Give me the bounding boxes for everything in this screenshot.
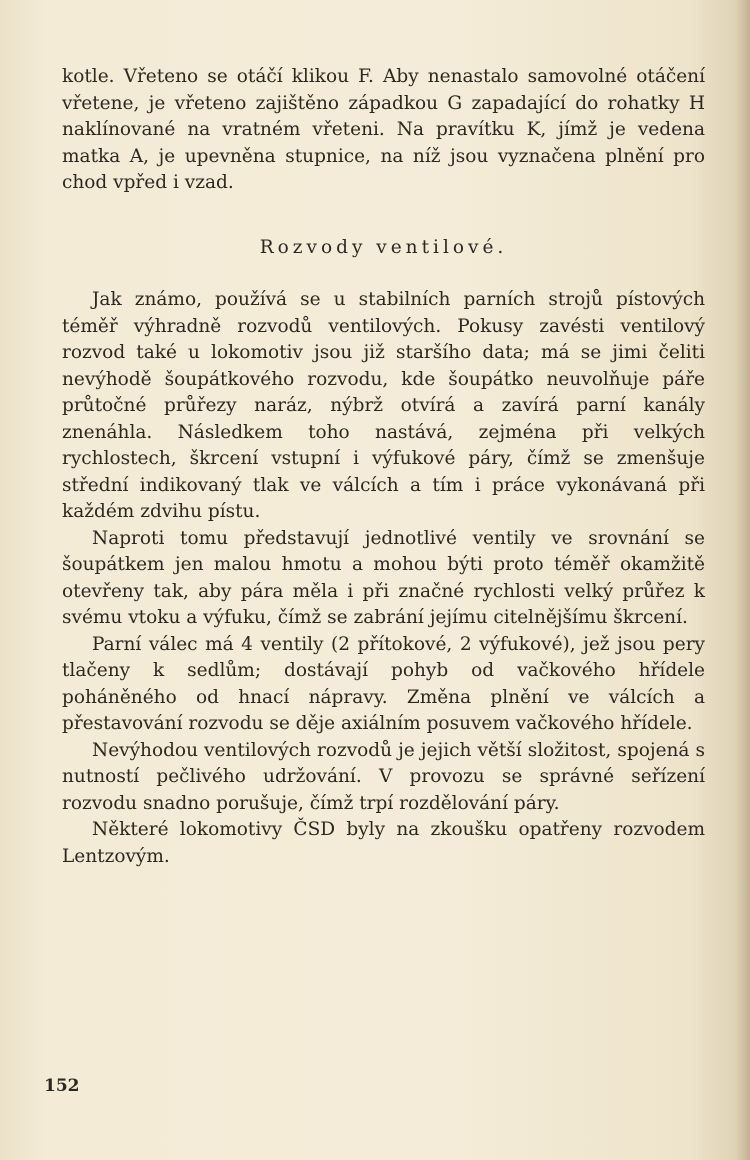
paragraph-continuation: kotle. Vřeteno se otáčí klikou F. Aby nenastalo samovolné otáčení vřetene, je vřeteno zajištěno západkou G zapadající do rohatky H naklínované na vratném vřeteni. Na pravítku K, jímž je vedena matka A, je upevněna stupnice, na níž jsou vyznačena plnění pro chod vpřed i vzad. <box>62 66 705 193</box>
paragraph: Nevýhodou ventilových rozvodů je jejich větší složitost, spojená s nutností pečlivého udržování. V provozu se správné seřízení rozvodu snadno porušuje, čímž trpí rozdělování páry. <box>62 739 705 814</box>
page-number: 152 <box>44 1076 80 1096</box>
section-heading: Rozvody ventilové. <box>259 236 508 258</box>
paragraph: Naproti tomu představují jednotlivé ventily ve srovnání se šoupátkem jen malou hmotu a mohou býti proto téměř okamžitě otevřeny tak, aby pára měla i při značné rychlosti velký průřez k svému vtoku a výfuku, čímž se zabrání jejímu citelnějšímu škrcení. <box>62 527 705 628</box>
paragraph: Jak známo, používá se u stabilních parních strojů pístových téměř výhradně rozvodů ventilových. Pokusy zavésti ventilový rozvod také u lokomotiv jsou již staršího data; má se jimi čeliti nevýhodě šoupátkového rozvodu, kde šoupátko neuvolňuje páře průtočné průřezy naráz, nýbrž otvírá a zavírá parní kanály znenáhla. Následkem toho nastává, zejména při velkých rychlostech, škrcení vstupní i výfukové páry, čímž se zmenšuje střední indikovaný tlak ve válcích a tím i práce vykonávaná při každém zdvihu pístu. <box>62 289 705 522</box>
body-text <box>62 64 705 870</box>
paragraph: Parní válec má 4 ventily (2 přítokové, 2 výfukové), jež jsou pery tlačeny k sedlům; dostávají pohyb od vačkového hřídele poháněného od hnací nápravy. Změna plnění ve válcích a přestavování rozvodu se děje axiálním posuvem vačkového hřídele. <box>62 633 705 734</box>
page-edge-shadow <box>736 0 750 1160</box>
paragraph: Některé lokomotivy ČSD byly na zkoušku opatřeny rozvodem Lentzovým. <box>62 819 705 867</box>
